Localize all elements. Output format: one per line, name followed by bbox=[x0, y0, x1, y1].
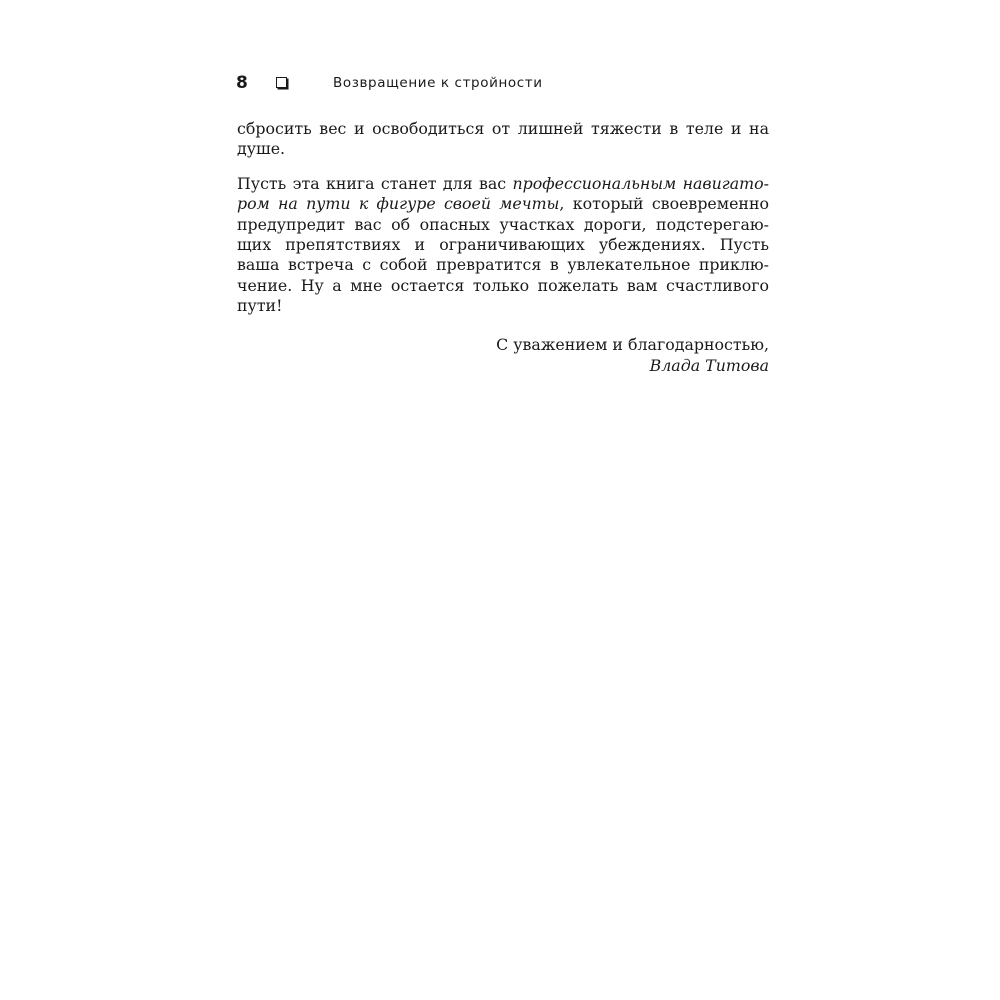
paragraph-2-line-1 bbox=[237, 174, 769, 194]
paragraph-2-line-2 bbox=[237, 194, 769, 214]
page-number: 8 bbox=[236, 73, 248, 93]
closing-signature bbox=[237, 334, 769, 376]
paragraph-2-line-3: предупредит вас об опасных участках дороги, подстерегаю- bbox=[237, 214, 769, 234]
paragraph-1-line-2: душе. bbox=[237, 139, 286, 159]
closing-regards: С уважением и благодарностью, bbox=[496, 335, 769, 354]
paragraph-2-line-2-italic: ром на пути к фигуре своей мечты bbox=[237, 194, 560, 214]
paragraph-2-line-7: пути! bbox=[237, 296, 283, 316]
author-name bbox=[237, 355, 769, 376]
paragraph-gap bbox=[237, 160, 769, 174]
author-name-text: Влада Титова bbox=[649, 356, 769, 375]
running-title: Возвращение к стройности bbox=[333, 75, 543, 91]
paragraph-2-line-5: ваша встреча с собой превратится в увлекательное приклю- bbox=[237, 255, 769, 275]
paragraph-2-line-4: щих препятствиях и ограничивающих убеждениях. Пусть bbox=[237, 235, 769, 255]
square-bullet-icon bbox=[276, 77, 287, 88]
paragraph-1-line-1: сбросить вес и освободиться от лишней тяжести в теле и на bbox=[237, 119, 769, 138]
paragraph-2-line-6: чение. Ну а мне остается только пожелать вам счастливого bbox=[237, 275, 769, 295]
paragraph-1 bbox=[237, 119, 769, 160]
running-header bbox=[236, 73, 776, 95]
body-text bbox=[237, 119, 769, 317]
paragraph-2-line-1-plain: Пусть эта книга станет для вас bbox=[237, 173, 513, 193]
paragraph-2-line-2-plain: , который своевременно bbox=[559, 194, 769, 214]
paragraph-2-line-1-italic: профессиональным навигато- bbox=[512, 173, 769, 193]
paragraph-2 bbox=[237, 174, 769, 317]
